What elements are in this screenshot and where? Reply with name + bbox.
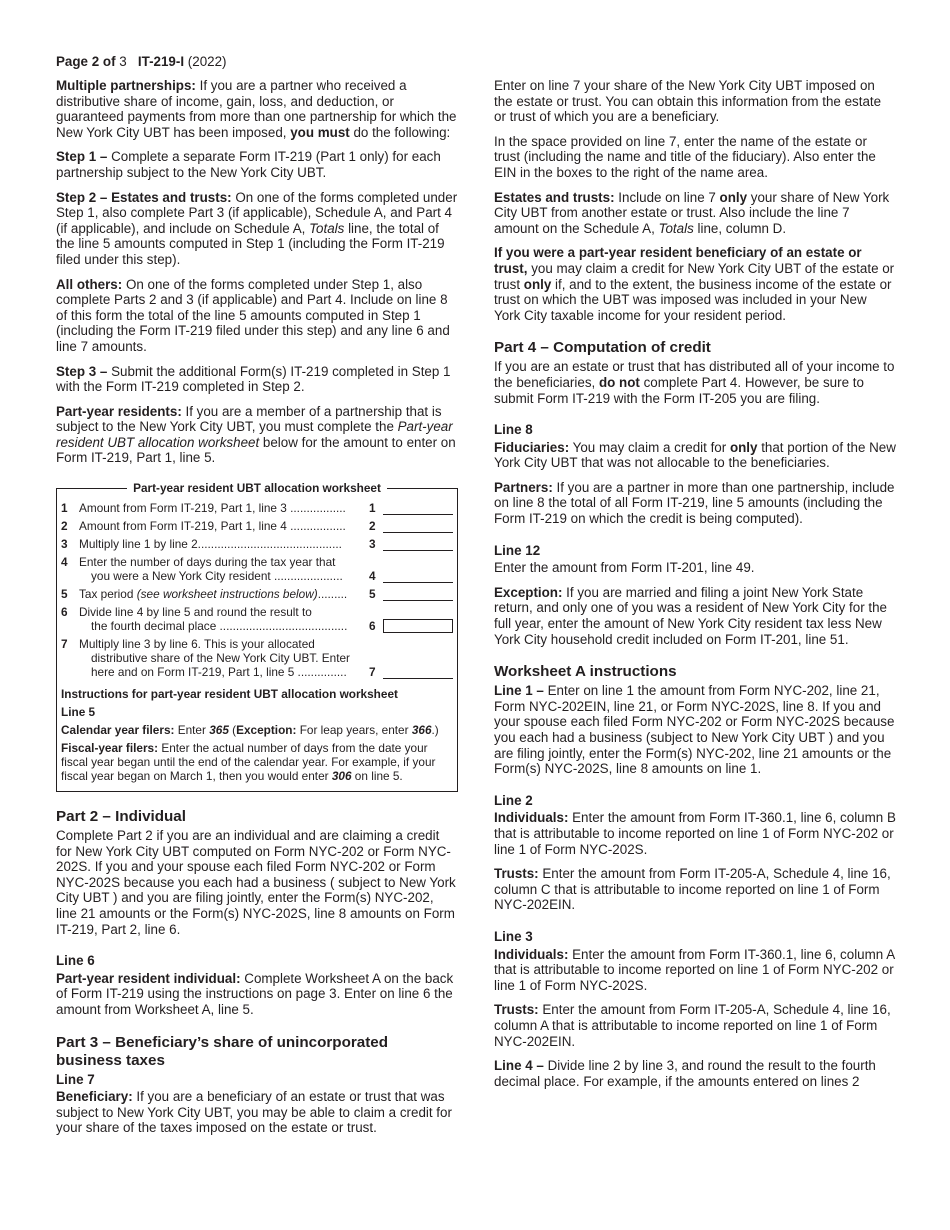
worksheet-line-5: 5 Tax period (see worksheet instructions below)......... 5 <box>61 587 453 601</box>
line-3-entry[interactable] <box>383 537 453 551</box>
worksheet-line-1: 1 Amount from Form IT-219, Part 1, line 3 ................. 1 <box>61 501 453 515</box>
worksheet-line-3: 3 Multiply line 1 by line 2............................................ 3 <box>61 537 453 551</box>
multiple-partnerships-paragraph: Multiple partnerships: If you are a partner who received a distributive share of income, gain, loss, and deduction, or guaranteed payments from more than one partnership for which the New York City UBT has been imposed, you must do the following: <box>56 78 457 140</box>
right-column <box>494 78 896 1098</box>
form-year: (2022) <box>187 54 227 69</box>
partners-paragraph: Partners: If you are a partner in more than one partnership, include on line 8 the total of all Form IT-219, line 5 amounts (including the Form IT-219 on which the credit is being computed). <box>494 479 895 527</box>
part4-paragraph: If you are an estate or trust that has distributed all of your income to the beneficiaries, do not complete Part 4. However, be sure to submit Form IT-219 with the Form IT-205 you are filing. <box>494 359 895 406</box>
wsa-line2-individuals: Individuals: Enter the amount from Form IT-360.1, line 6, column B that is attributable to income reported on line 1 of Form NYC-202 or line 1 of Form NYC-202S. <box>494 810 896 857</box>
part2-paragraph: Complete Part 2 if you are an individual and are claiming a credit for New York City UBT computed on Form NYC-202 or Form NYC-202S. If you and your spouse each filed Form NYC-202 or Form NYC-202S because you each had a business ( subject to New York City UBT ) and you are filing jointly, enter the Form(s) NYC-202, line 21 amounts or the Form(s) NYC-202S, line 8 amounts on Form IT-219, Part 2, line 6. <box>56 828 456 937</box>
worksheet-title: Part-year resident UBT allocation worksheet <box>57 481 457 495</box>
line-1-entry[interactable] <box>383 501 453 515</box>
part2-heading: Part 2 – Individual <box>56 808 186 826</box>
page-label: Page 2 of <box>56 54 116 69</box>
wsa-line3-heading: Line 3 <box>494 928 533 944</box>
step1-paragraph: Step 1 – Complete a separate Form IT-219 (Part 1 only) for each partnership subject to the New York City UBT. <box>56 149 441 180</box>
wsa-line2-trusts: Trusts: Enter the amount from Form IT-205-A, Schedule 4, line 16, column C that is attributable to income reported on line 1 of Form NYC-202EIN. <box>494 866 891 913</box>
left-column <box>56 78 458 1145</box>
estates-trusts-paragraph: Estates and trusts: Include on line 7 only your share of New York City UBT from another estate or trust. Also include the line 7 amount on the Schedule A, Totals line, column D. <box>494 189 890 236</box>
line7-name-paragraph: In the space provided on line 7, enter the name of the estate or trust (including the name and title of the fiduciary). Also enter the EIN in the boxes to the right of the name area. <box>494 133 876 180</box>
wsa-line2-heading: Line 2 <box>494 792 533 808</box>
line-6-entry-box[interactable] <box>383 619 453 633</box>
line12-heading: Line 12 <box>494 542 541 558</box>
line7-share-paragraph: Enter on line 7 your share of the New York City UBT imposed on the estate or trust. You can obtain this information from the estate or trust of which you are a beneficiary. <box>494 78 882 125</box>
worksheet-line-7: 7 Multiply line 3 by line 6. This is your allocated <box>61 637 315 652</box>
worksheet-line-6: 6 Divide line 4 by line 5 and round the result to <box>61 605 312 620</box>
worksheet-a-heading: Worksheet A instructions <box>494 663 677 681</box>
part4-heading: Part 4 – Computation of credit <box>494 339 711 357</box>
line-4-entry[interactable] <box>383 569 453 583</box>
page-header <box>56 54 227 70</box>
worksheet-line-2: 2 Amount from Form IT-219, Part 1, line 4 ................. 2 <box>61 519 453 533</box>
beneficiary-paragraph: Beneficiary: If you are a beneficiary of an estate or trust that was subject to New York City UBT, you may be able to claim a credit for your share of the taxes imposed on the estate or trust. <box>56 1089 452 1136</box>
wsa-line3-individuals: Individuals: Enter the amount from Form IT-360.1, line 6, column A that is attributable to income reported on line 1 of Form NYC-202 or line 1 of Form NYC-202S. <box>494 946 895 993</box>
part-year-residents-paragraph: Part-year residents: If you are a member of a partnership that is subject to the New York City UBT, you must complete the Part-year resident UBT allocation worksheet below for the amount to enter on Form IT-219, Part 1, line 5. <box>56 403 456 466</box>
wsa-line1-paragraph: Line 1 – Enter on line 1 the amount from Form NYC-202, line 21, Form NYC-202EIN, line 21, or Form NYC-202S, line 8. If you and your spouse each filed Form NYC-202 or Form NYC-202S because you each had a business (subject to New York City UBT ) and you are filing jointly, enter the Form(s) NYC-202, line 21 amounts or the Form(s) NYC-202S, line 8 amounts on line 1. <box>494 683 895 777</box>
page-total: 3 <box>119 54 127 69</box>
line-2-entry[interactable] <box>383 519 453 533</box>
worksheet-instructions: Instructions for part-year resident UBT allocation worksheet Line 5 Calendar year filers: Enter 365 (Exception: For leap years, enter 366.) Fiscal-year filers: Enter the actual number of days from the date your fiscal year began until the end of the calendar year. For example, if your fiscal year began on March 1, then you would enter 306 on line 5. <box>61 687 439 784</box>
wsa-line4-paragraph: Line 4 – Divide line 2 by line 3, and round the result to the fourth decimal place. For example, if the amounts entered on lines 2 <box>494 1058 876 1089</box>
line-5-entry[interactable] <box>383 587 453 601</box>
line8-heading: Line 8 <box>494 422 533 438</box>
step2-paragraph: Step 2 – Estates and trusts: On one of the forms completed under Step 1, also complete Part 3 (if applicable), Schedule A, and Part 4 (if applicable), and include on Schedule A, Totals line, the total of the line 5 amounts computed in Step 1 (including the Form IT-219 filed under this step). <box>56 189 458 267</box>
fiduciaries-paragraph: Fiduciaries: You may claim a credit for only that portion of the New York City UBT that was not allocable to the beneficiaries. <box>494 439 896 471</box>
all-others-paragraph: All others: On one of the forms completed under Step 1, also complete Parts 2 and 3 (if applicable) and Part 4. Include on line 8 of this form the total of the line 5 amounts computed in Step 1 (including the Form IT-219 filed under this step) and any line 6 and line 7 amounts. <box>56 276 450 354</box>
line-7-entry[interactable] <box>383 665 453 679</box>
step3-paragraph: Step 3 – Submit the additional Form(s) IT-219 completed in Step 1 with the Form IT-219 completed in Step 2. <box>56 363 451 395</box>
part-year-beneficiary-paragraph: If you were a part-year resident beneficiary of an estate or trust, you may claim a credit for New York City UBT of the estate or trust only if, and to the extent, the business income of the estate or trust on which the UBT was imposed was included in your New York City taxable income for your resident period. <box>494 245 895 323</box>
line7-heading: Line 7 <box>56 1071 95 1087</box>
wsa-line3-trusts: Trusts: Enter the amount from Form IT-205-A, Schedule 4, line 16, column A that is attributable to income reported on line 1 of Form NYC-202EIN. <box>494 1002 891 1049</box>
form-number: IT-219-I <box>137 54 185 69</box>
line12-paragraph: Enter the amount from Form IT-201, line 49. <box>494 560 755 576</box>
allocation-worksheet: Part-year resident UBT allocation worksheet 1 Amount from Form IT-219, Part 1, line 3 ................. 1 2 Amount from Form IT-219, Part 1, line 4 ................. 2 3 Multiply line 1 by line 2............................................ 3 4 Enter the number of days during the tax year that you were a New York City resident ..................... 4 5 Tax period (see worksheet instructions below)......... 5 6 Divide line 4 by line 5 and round the result to the fourth decimal place ....................................... 6 7 Multiply line 3 by line 6. This is your allocated distributive share of the New York City UBT. Enter here and on Form IT-219, Part 1, line 5 ............... 7 Instructions for part-year resident UBT allocation worksheet Line 5 Calendar year filers: Enter 365 (Exception: For leap years, enter 366.) Fiscal-year filers: Enter the actual number of days from the date your fiscal year began until the end of the calendar year. For example, if your fiscal year began on March 1, then you would enter 306 on line 5. <box>56 488 458 792</box>
worksheet-line-4: 4 Enter the number of days during the tax year that <box>61 555 336 570</box>
part3-heading: Part 3 – Beneficiary’s share of unincorporated business taxes <box>56 1033 388 1069</box>
line6-paragraph: Part-year resident individual: Complete Worksheet A on the back of Form IT-219 using the instructions on page 3. Enter on line 6 the amount from Worksheet A, line 5. <box>56 970 454 1017</box>
line6-heading: Line 6 <box>56 953 95 969</box>
exception-paragraph: Exception: If you are married and filing a joint New York State return, and only one of you was a resident of New York City for the full year, enter the amount of New York City resident tax less New York City household credit included on Form IT-201, line 51. <box>494 584 888 647</box>
